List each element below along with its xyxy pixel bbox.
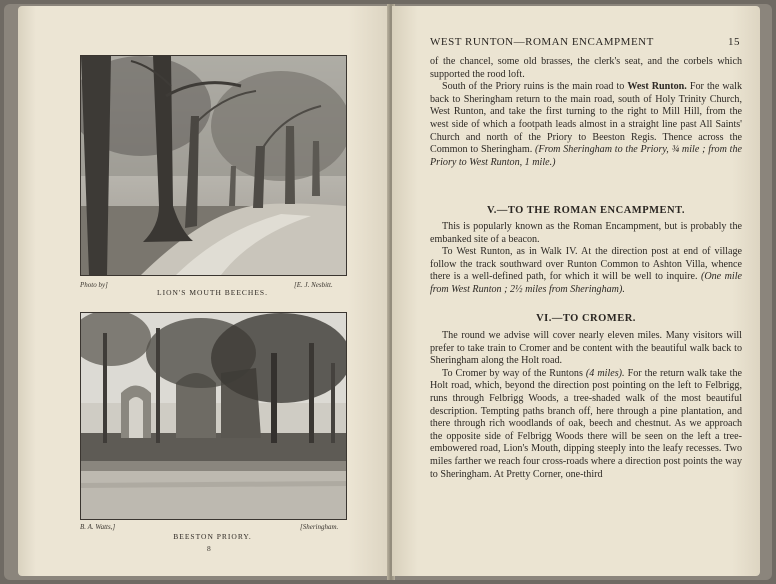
running-head-title: WEST RUNTON—ROMAN ENCAMPMENT [430, 36, 654, 48]
right-page [392, 6, 760, 576]
text-block-2 [430, 221, 742, 297]
running-head [430, 36, 740, 48]
photo1-credit-left: Photo by] [80, 281, 108, 289]
paragraph-cromer-runtons [430, 368, 742, 481]
photo1-caption: LION'S MOUTH BEECHES. [157, 288, 268, 297]
p2-text-b: For the walk back to Sheringham return to the main road, south of Holy Trinity Church, West Runton, and take the first turning to the right to Mill Hill, from the west side of which a footpath leads almost in a straight line past All Saints' Church and north of the Priory to Beeston Regis. Thence across the Common to Sheringham. [430, 81, 742, 156]
paragraph-round: The round we advise will cover nearly eleven miles. Many visitors will prefer to take train to Cromer and be content with the beautiful walk back to Sheringham along the Holt road. [430, 330, 742, 367]
right-page-number: 15 [728, 36, 740, 48]
text-block-3 [430, 330, 742, 481]
p6-italic-distance: (4 miles). [585, 367, 625, 379]
photo2-caption: BEESTON PRIORY. [173, 532, 252, 541]
heading-v: V.—TO THE ROMAN ENCAMPMENT. [487, 205, 685, 216]
paragraph-west-runton [430, 81, 742, 169]
p6-text-a: To Cromer by way of the Runtons [442, 367, 586, 379]
text-block-1 [430, 56, 742, 169]
p4-italic-distance: (One mile from West Runton ; 2½ miles from Sheringham). [430, 271, 742, 295]
left-page [18, 6, 390, 576]
left-page-number: 8 [207, 544, 211, 553]
heading-vi: VI.—TO CROMER. [536, 313, 636, 324]
p2-bold-place: West Runton. [627, 81, 687, 93]
book [4, 4, 772, 580]
paragraph-roman-encampment: This is popularly known as the Roman Encampment, but is probably the embanked site of a beacon. [430, 221, 742, 245]
p2-text-a: South of the Priory ruins is the main road to [442, 81, 628, 93]
paragraph-chancel: of the chancel, some old brasses, the clerk's seat, and the corbels which supported the rood loft. [430, 56, 742, 80]
photo2-credit-left: B. A. Watts,] [80, 523, 116, 531]
photo2-credit-right: [Sheringham. [300, 523, 339, 531]
beeston-priory-photo [80, 312, 347, 520]
p4-text-a: To West Runton, as in Walk IV. At the direction post at end of village follow the track southward over Runton Common to Ashton Villa, whence there is a well-defined path, for which it will be well to inquire. [430, 246, 742, 283]
p6-text-b: For the return walk take the Holt road, which, beyond the direction post pointing on the left to Felbrigg, runs through Felbrigg Woods, a tree-shaded walk of the most beautiful description. Tempting paths branch off, here through a pine plantation, and there through rich woodlands of oak, beech and chestnut. As we approach the opposite side of Felbrigg Woods there will be seen on the left a tree-embowered road, Lion's Mouth, dipping steeply into the leafy recesses. Two miles farther we reach four cross-roads where a direction post points the way to Sheringham. At Pretty Corner, one-third [430, 367, 743, 480]
photo1-credit-right: [E. J. Nesbitt. [294, 281, 333, 289]
p2-italic-distance: (From Sheringham to the Priory, ¾ mile ; from the Priory to West Runton, 1 mile.) [430, 144, 742, 168]
lions-mouth-beeches-photo [80, 55, 347, 276]
paragraph-ashton-villa [430, 246, 742, 296]
